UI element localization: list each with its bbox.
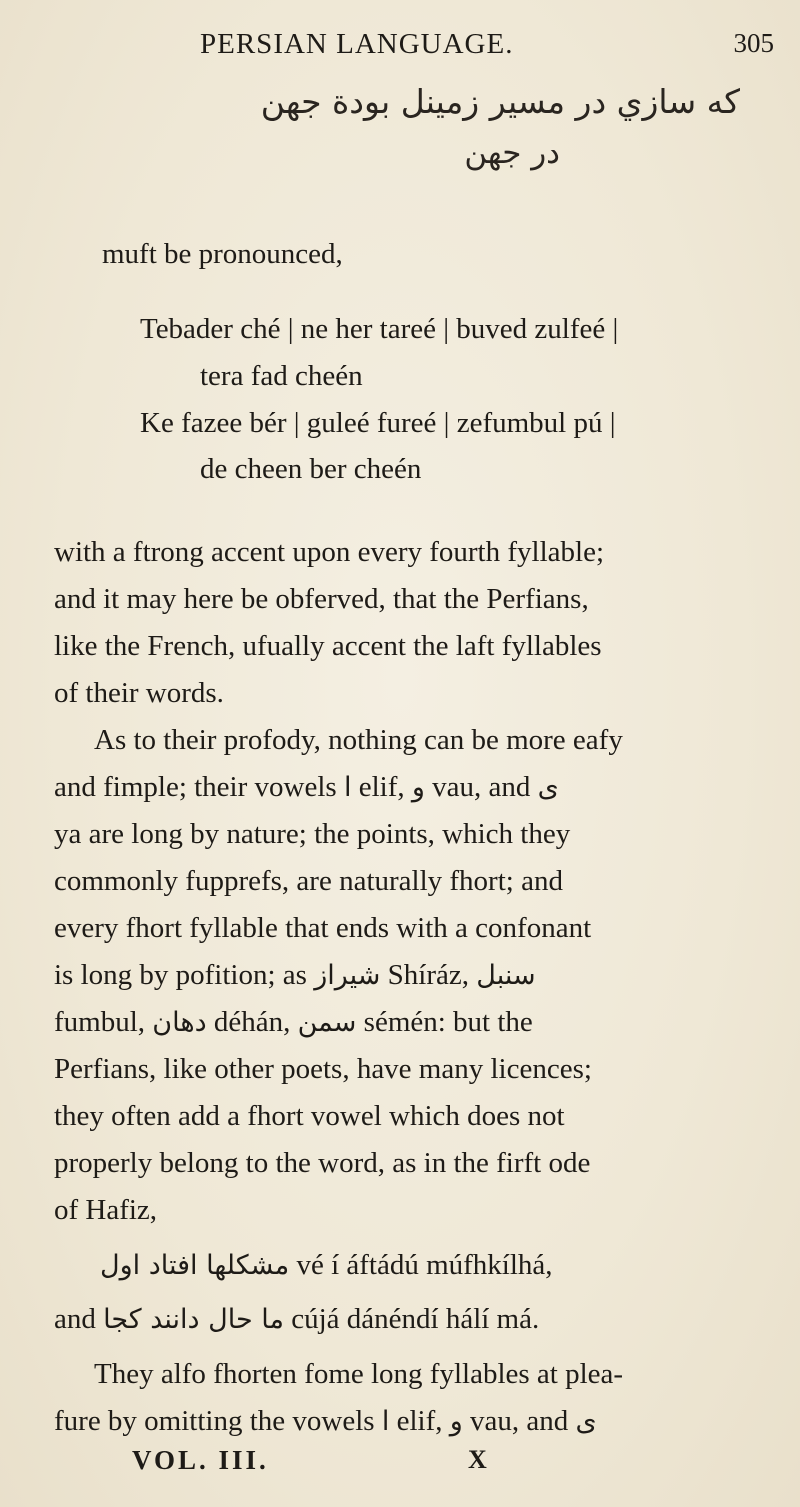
text-line-11 xyxy=(54,956,536,995)
text-segment: vau, and xyxy=(432,771,531,803)
sumbul-persian: سنبل xyxy=(476,960,536,991)
semen-persian: سمن xyxy=(297,1007,357,1038)
text-line-16: of Hafiz, xyxy=(54,1194,158,1226)
hafiz-translit-2: cújá dánéndí hálí má. xyxy=(291,1303,540,1335)
verse-translit-2: tera fad cheén xyxy=(200,360,363,392)
hafiz-line-1 xyxy=(100,1246,553,1285)
text-line-9: commonly fupprefs, are naturally fhort; and xyxy=(54,865,563,897)
text-segment: and xyxy=(54,1303,96,1335)
hafiz-persian-2: ما حال دانند كجا xyxy=(103,1304,284,1335)
hafiz-persian-1: مشكلها افتاد اول xyxy=(100,1250,290,1281)
text-line-3: and it may here be obferved, that the Perfians, xyxy=(54,583,589,615)
text-line-15: properly belong to the word, as in the firft ode xyxy=(54,1147,591,1179)
alif-glyph: ا xyxy=(343,772,352,803)
text-segment: elif, xyxy=(396,1405,443,1437)
text-segment: fure by omitting the vowels xyxy=(54,1405,375,1437)
alif-glyph-2: ا xyxy=(381,1406,390,1437)
hafiz-translit-1: vé í áftádú múfhkílhá, xyxy=(296,1249,553,1281)
text-segment: and fimple; their vowels xyxy=(54,771,337,803)
shiraz-persian: شیراز xyxy=(314,960,381,991)
persian-verse-line-1: كه سازي در مسير زمينل بودة جهن xyxy=(260,82,740,121)
text-segment: sémén: but the xyxy=(363,1006,533,1038)
verse-translit-4: de cheen ber cheén xyxy=(200,453,422,485)
text-line-10: every fhort fyllable that ends with a confonant xyxy=(54,912,592,944)
verse-translit-3: Ke fazee bér | guleé fureé | zefumbul pú | xyxy=(140,407,616,439)
text-line-2: with a ftrong accent upon every fourth fyllable; xyxy=(54,536,604,568)
page-header xyxy=(0,28,800,68)
running-title: PERSIAN LANGUAGE. xyxy=(200,28,514,60)
text-segment: fumbul, xyxy=(54,1006,146,1038)
text-line-1: muft be pronounced, xyxy=(102,238,343,270)
text-line-6: As to their profody, nothing can be more eafy xyxy=(94,724,623,756)
text-line-13: Perfians, like other poets, have many licences; xyxy=(54,1053,592,1085)
ya-glyph-2: ی xyxy=(575,1406,597,1437)
vau-glyph: و xyxy=(411,772,425,803)
hafiz-line-2 xyxy=(54,1300,539,1339)
verse-translit-1: Tebader ché | ne her tareé | buved zulfeé | xyxy=(140,313,619,345)
vau-glyph-2: و xyxy=(449,1406,463,1437)
ya-glyph: ی xyxy=(537,772,559,803)
text-line-14: they often add a fhort vowel which does not xyxy=(54,1100,565,1132)
page-number: 305 xyxy=(733,28,774,58)
signature-mark: X xyxy=(468,1445,487,1474)
text-segment: elif, xyxy=(358,771,405,803)
volume-label: VOL. III. xyxy=(132,1445,269,1475)
text-line-7 xyxy=(54,768,559,807)
text-segment: is long by pofition; as xyxy=(54,959,307,991)
text-line-18 xyxy=(54,1402,597,1441)
text-segment: vau, and xyxy=(470,1405,569,1437)
text-line-5: of their words. xyxy=(54,677,224,709)
text-line-4: like the French, ufually accent the laft fyllables xyxy=(54,630,602,662)
text-segment: Shíráz, xyxy=(387,959,470,991)
text-line-17: They alfo fhorten fome long fyllables at plea- xyxy=(94,1358,624,1390)
persian-verse-line-2: در جهن xyxy=(464,135,560,171)
text-line-12 xyxy=(54,1003,533,1042)
dehan-persian: دهان xyxy=(152,1007,207,1038)
text-line-8: ya are long by nature; the points, which they xyxy=(54,818,571,850)
text-segment: déhán, xyxy=(213,1006,291,1038)
